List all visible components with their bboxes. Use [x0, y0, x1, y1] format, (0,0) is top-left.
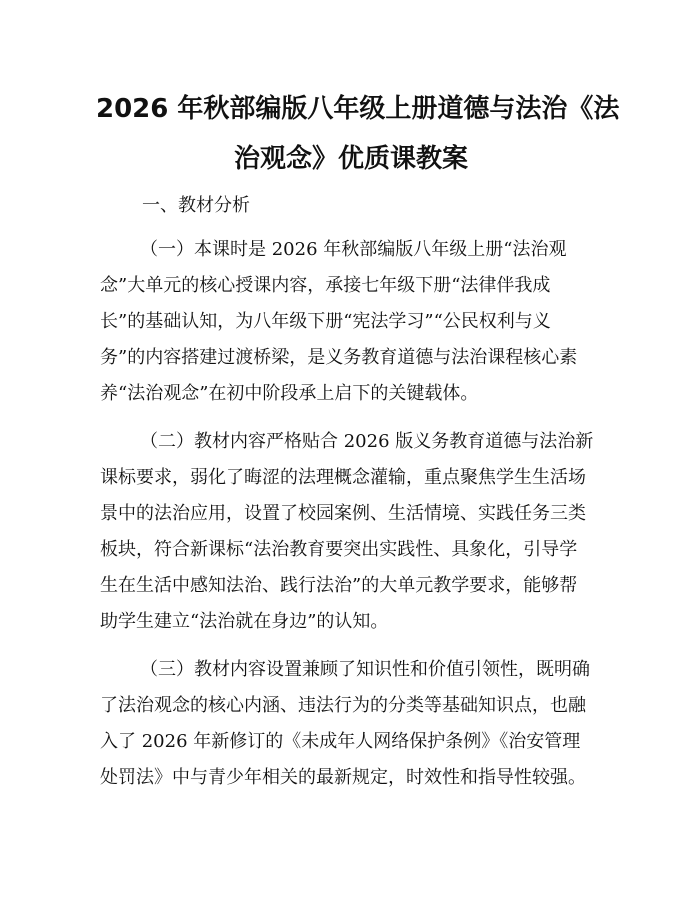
paragraph-1 — [100, 232, 605, 412]
paragraph-line: 生在生活中感知法治、践行法治”的大单元教学要求，能够帮 — [100, 575, 578, 596]
paragraph-line: 助学生建立“法治就在身边”的认知。 — [100, 611, 389, 632]
paragraph-line: （二）教材内容严格贴合 2026 版义务教育道德与法治新 — [140, 431, 594, 452]
title-line-1: 2026 年秋部编版八年级上册道德与法治《法 — [96, 94, 620, 124]
section-heading: 一、教材分析 — [142, 195, 250, 216]
paragraph-line: 景中的法治应用，设置了校园案例、生活情境、实践任务三类 — [100, 503, 586, 524]
paragraph-line: 入了 2026 年新修订的《未成年人网络保护条例》《治安管理 — [100, 731, 581, 752]
paragraph-line: 了法治观念的核心内涵、违法行为的分类等基础知识点，也融 — [100, 695, 586, 716]
paragraph-line: 长”的基础认知，为八年级下册“宪法学习”“公民权利与义 — [100, 311, 551, 332]
paragraph-line: 养“法治观念”在初中阶段承上启下的关键载体。 — [100, 383, 479, 404]
paragraph-line: （一）本课时是 2026 年秋部编版八年级上册“法治观 — [140, 239, 567, 260]
paragraph-line: 务”的内容搭建过渡桥梁，是义务教育道德与法治课程核心素 — [100, 347, 578, 368]
paragraph-line: 处罚法》中与青少年相关的最新规定，时效性和指导性较强。 — [100, 767, 586, 788]
title-line-2: 治观念》优质课教案 — [233, 144, 468, 174]
paragraph-3 — [100, 652, 605, 796]
paragraph-line: 念”大单元的核心授课内容，承接七年级下册“法律伴我成 — [100, 275, 551, 296]
paragraph-line: （三）教材内容设置兼顾了知识性和价值引领性，既明确 — [140, 659, 590, 680]
paragraph-line: 板块，符合新课标“法治教育要突出实践性、具象化，引导学 — [100, 539, 578, 560]
document-title — [96, 84, 620, 184]
paragraph-line: 课标要求，弱化了晦涩的法理概念灌输，重点聚焦学生生活场 — [100, 467, 586, 488]
paragraph-2 — [100, 424, 605, 640]
